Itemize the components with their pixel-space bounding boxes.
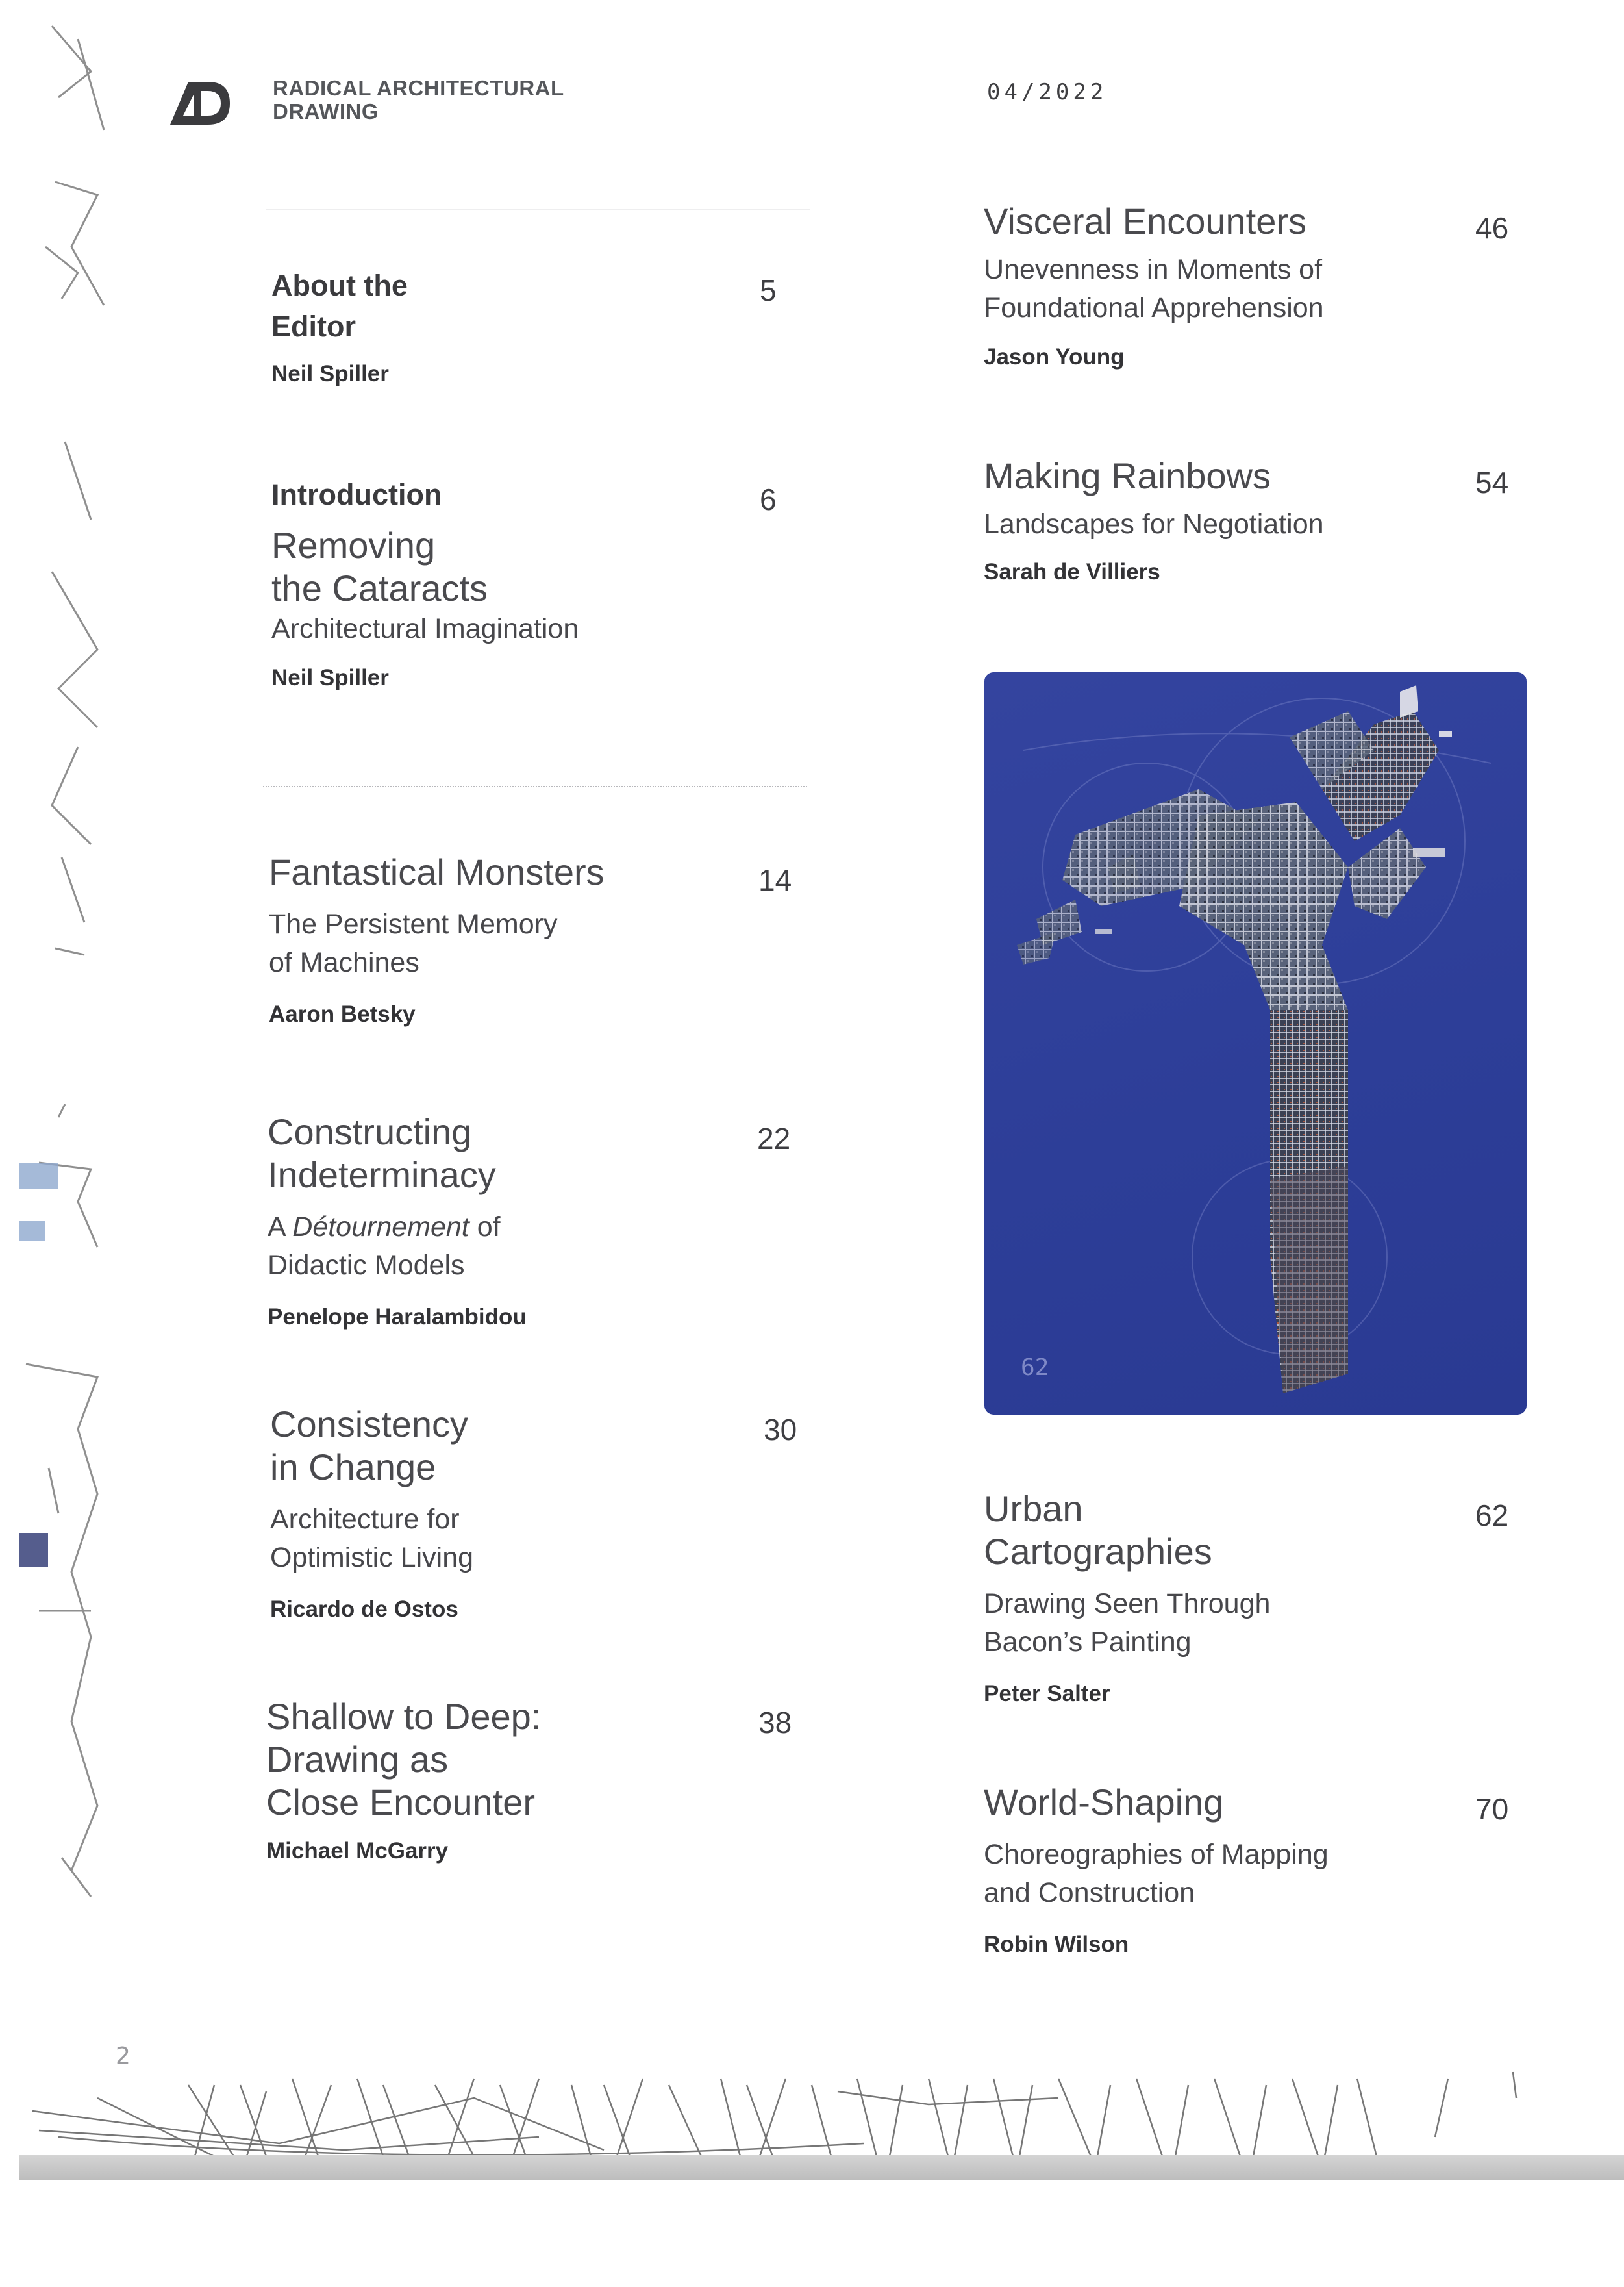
entry-author: Michael McGarry <box>266 1838 449 1864</box>
toc-entry-shallow-to-deep[interactable] <box>266 1695 734 1864</box>
entry-title: Urban Cartographies <box>984 1488 1212 1572</box>
entry-subtitle: Architecture for Optimistic Living <box>270 1504 474 1573</box>
toc-entry-fantastical-monsters[interactable] <box>269 851 736 1028</box>
entry-author: Peter Salter <box>984 1681 1110 1706</box>
entry-page-number: 38 <box>758 1706 792 1739</box>
entry-page-number: 22 <box>757 1122 791 1156</box>
entry-author: Neil Spiller <box>271 361 389 386</box>
feature-image-caption: 62 <box>1021 1354 1049 1381</box>
bottom-grey-band <box>19 2155 1624 2180</box>
entry-author: Robin Wilson <box>984 1932 1129 1957</box>
bottom-sketch-drawing <box>19 2059 1624 2169</box>
entry-page-number: 62 <box>1475 1498 1509 1532</box>
entry-title: About the Editor <box>271 269 408 343</box>
toc-entry-introduction[interactable] <box>271 474 726 691</box>
entry-subtitle: Architectural Imagination <box>271 613 579 644</box>
entry-title: Constructing Indeterminacy <box>268 1111 496 1195</box>
entry-title: Removing the Cataracts <box>271 525 488 609</box>
entry-subtitle: Choreographies of Mapping and Construction <box>984 1839 1329 1908</box>
magazine-title <box>273 77 636 123</box>
entry-subtitle: The Persistent Memory of Machines <box>269 909 558 978</box>
entry-author: Ricardo de Ostos <box>270 1597 458 1622</box>
feature-image-urban-cartographies <box>984 672 1527 1415</box>
entry-title: Consistency in Change <box>270 1404 469 1487</box>
entry-page-number: 5 <box>760 273 777 307</box>
toc-entry-visceral-encounters[interactable] <box>984 200 1451 370</box>
entry-author: Aaron Betsky <box>269 1002 416 1027</box>
ad-logo-icon <box>168 78 232 127</box>
toc-entry-constructing-indeterminacy[interactable] <box>268 1111 735 1330</box>
entry-page-number: 54 <box>1475 466 1509 499</box>
entry-subtitle: Landscapes for Negotiation <box>984 509 1324 540</box>
entry-title: Visceral Encounters <box>984 201 1306 242</box>
map-collage-illustration <box>984 672 1527 1415</box>
entry-page-number: 70 <box>1475 1792 1509 1826</box>
entry-author: Penelope Haralambidou <box>268 1304 527 1330</box>
entry-title: World-Shaping <box>984 1782 1224 1823</box>
title-line-2: DRAWING <box>273 99 379 123</box>
entry-author: Sarah de Villiers <box>984 559 1160 585</box>
entry-author: Neil Spiller <box>271 665 389 690</box>
issue-date: 04/2022 <box>987 79 1108 105</box>
entry-page-number: 30 <box>764 1413 797 1447</box>
entry-subtitle: A Détournement of Didactic Models <box>268 1211 501 1281</box>
margin-sketch-drawing <box>0 0 117 1949</box>
toc-entry-urban-cartographies[interactable] <box>984 1487 1451 1707</box>
divider-middle <box>263 786 807 787</box>
entry-page-number: 14 <box>758 863 792 897</box>
title-line-1: RADICAL ARCHITECTURAL <box>273 76 564 100</box>
entry-subtitle: Unevenness in Moments of Foundational Apprehension <box>984 254 1324 323</box>
toc-entry-world-shaping[interactable] <box>984 1781 1451 1958</box>
entry-page-number: 6 <box>760 483 777 516</box>
entry-title: Making Rainbows <box>984 455 1271 496</box>
page-folio: 2 <box>116 2043 131 2069</box>
toc-entry-consistency-in-change[interactable] <box>270 1403 738 1623</box>
toc-entry-about-editor[interactable] <box>271 265 635 387</box>
divider-top <box>266 209 810 210</box>
entry-title: Shallow to Deep: Drawing as Close Encounter <box>266 1696 542 1823</box>
entry-page-number: 46 <box>1475 211 1509 245</box>
entry-title: Fantastical Monsters <box>269 852 605 892</box>
entry-kicker: Introduction <box>271 478 442 511</box>
toc-entry-making-rainbows[interactable] <box>984 455 1451 585</box>
entry-subtitle: Drawing Seen Through Bacon’s Painting <box>984 1588 1271 1658</box>
entry-author: Jason Young <box>984 344 1125 370</box>
